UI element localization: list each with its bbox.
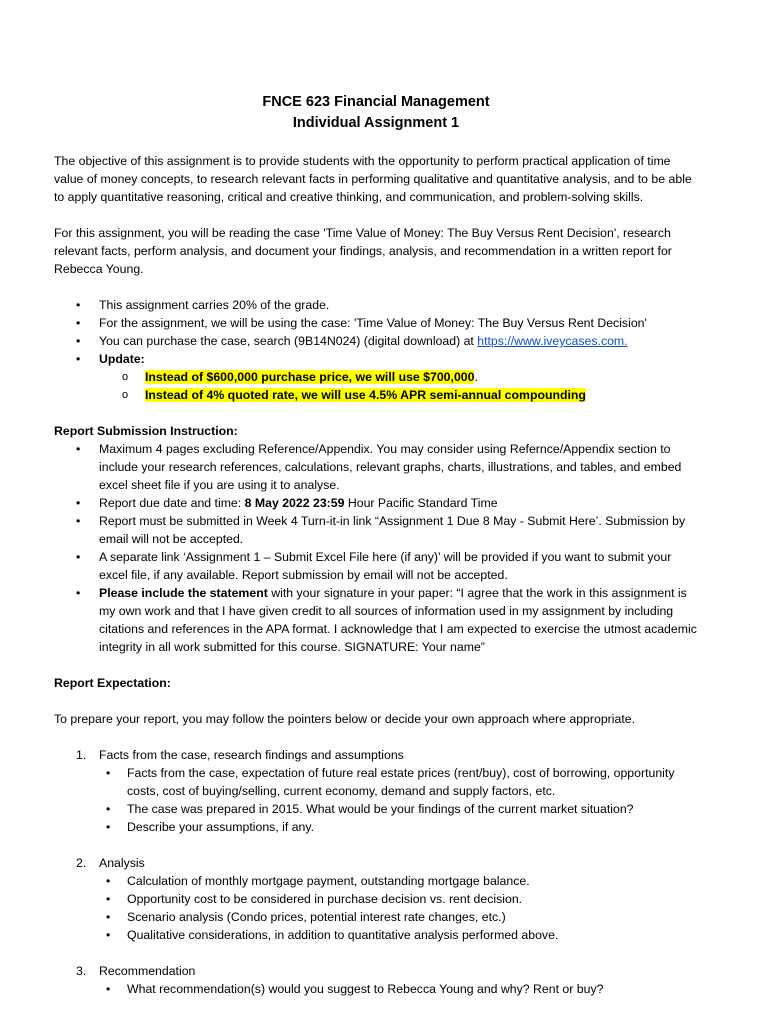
- bullet-text: with your signature in your paper: “I agree that the work in this assignment is my own work and that I have given credit to all sources of information used in my assignment by including citations and references in the APA format. I acknowledge that I am expected to exercise the utmost academic integrity in all work submitted for this course. SIGNATURE: Your name”: [99, 586, 697, 654]
- section-number: 1.: [76, 748, 87, 762]
- list-item: [54, 764, 698, 800]
- list-item: [54, 746, 698, 836]
- update-highlight-rate: Instead of 4% quoted rate, we will use 4.5% APR semi-annual compounding: [145, 388, 586, 402]
- expectation-numbered-list: [54, 746, 698, 998]
- bullet-text: Calculation of monthly mortgage payment, outstanding mortgage balance.: [127, 874, 530, 888]
- list-item: [54, 332, 698, 350]
- iveycases-link[interactable]: https://www.iveycases.com.: [477, 334, 628, 348]
- bullet-text: Hour Pacific Standard Time: [344, 496, 498, 510]
- expectation-heading: Report Expectation:: [54, 676, 171, 690]
- section-title: Recommendation: [99, 964, 196, 978]
- list-item: [54, 800, 698, 818]
- list-item: [54, 494, 698, 512]
- bullet-text: A separate link ‘Assignment 1 – Submit Excel File here (if any)’ will be provided if you want to submit your excel file, if any available. Report submission by email will not be accepted.: [99, 550, 672, 582]
- update-highlight-price: Instead of $600,000 purchase price, we will use $700,000: [145, 370, 475, 384]
- submission-bullet-list: [54, 440, 698, 656]
- list-item: [54, 296, 698, 314]
- bullet-text: Report must be submitted in Week 4 Turn-it-in link “Assignment 1 Due 8 May - Submit Here’. Submission by email will not be accepted.: [99, 514, 686, 546]
- bullet-text: This assignment carries 20% of the grade.: [99, 298, 330, 312]
- list-item: [54, 926, 698, 944]
- statement-label: Please include the statement: [99, 586, 268, 600]
- bullet-text: Facts from the case, expectation of future real estate prices (rent/buy), cost of borrowing, opportunity costs, cost of buying/selling, current economy, demand and supply factors, etc.: [127, 766, 675, 798]
- spacer: [54, 944, 698, 962]
- bullet-text: Maximum 4 pages excluding Reference/Appendix. You may consider using Refernce/Appendix section to include your research references, calculations, relevant graphs, charts, illustrations, and tables, and embed excel sheet file if you are using it to analyse.: [99, 442, 682, 492]
- expectation-intro: To prepare your report, you may follow the pointers below or decide your own approach where appropriate.: [54, 712, 636, 726]
- section-number: 3.: [76, 964, 87, 978]
- document-title-line1: FNCE 623 Financial Management: [262, 94, 490, 110]
- spacer: [54, 836, 698, 854]
- list-item: [54, 314, 698, 332]
- list-item: [54, 368, 698, 386]
- assignment-bullet-list: [54, 296, 698, 404]
- list-item: [54, 386, 698, 404]
- list-item: [54, 512, 698, 548]
- list-item: [54, 980, 698, 998]
- bullet-text: Opportunity cost to be considered in purchase decision vs. rent decision.: [127, 892, 523, 906]
- section-bullets: [54, 764, 698, 836]
- list-item: [54, 908, 698, 926]
- bullet-text: For the assignment, we will be using the case: 'Time Value of Money: The Buy Versus Rent Decision': [99, 316, 647, 330]
- section-title: Analysis: [99, 856, 145, 870]
- bullet-text: What recommendation(s) would you suggest to Rebecca Young and why? Rent or buy?: [127, 982, 604, 996]
- list-item: [54, 584, 698, 656]
- bullet-text: You can purchase the case, search (9B14N024) (digital download) at: [99, 334, 478, 348]
- section-number: 2.: [76, 856, 87, 870]
- bullet-text: Describe your assumptions, if any.: [127, 820, 315, 834]
- list-item: [54, 818, 698, 836]
- list-item: [54, 872, 698, 890]
- list-item: [54, 440, 698, 494]
- bullet-text: Scenario analysis (Condo prices, potential interest rate changes, etc.): [127, 910, 506, 924]
- list-item: [54, 854, 698, 944]
- section-bullets: [54, 980, 698, 998]
- list-item: [54, 350, 698, 404]
- submission-heading: Report Submission Instruction:: [54, 424, 238, 438]
- update-label: Update:: [99, 352, 145, 366]
- case-paragraph: For this assignment, you will be reading the case 'Time Value of Money: The Buy Versus Rent Decision', research relevant facts, perform analysis, and document your findings, analysis, and recommendation in a written report for Rebecca Young.: [54, 226, 672, 276]
- due-date: 8 May 2022 23:59: [244, 496, 345, 510]
- document-title-line2: Individual Assignment 1: [292, 115, 460, 131]
- intro-paragraph: The objective of this assignment is to provide students with the opportunity to perform practical application of time value of money concepts, to research relevant facts in performing qualitative and quantitative analysis, and to be able to apply quantitative reasoning, critical and creative thinking, and communication, and problem-solving skills.: [54, 154, 692, 204]
- bullet-text: Report due date and time:: [99, 496, 245, 510]
- list-item: [54, 962, 698, 998]
- update-sublist: [54, 368, 698, 404]
- section-bullets: [54, 872, 698, 944]
- list-item: [54, 548, 698, 584]
- bullet-text: The case was prepared in 2015. What would be your findings of the current market situation?: [127, 802, 634, 816]
- bullet-text: Qualitative considerations, in addition to quantitative analysis performed above.: [127, 928, 559, 942]
- update-period: .: [474, 370, 478, 384]
- section-title: Facts from the case, research findings and assumptions: [99, 748, 404, 762]
- list-item: [54, 890, 698, 908]
